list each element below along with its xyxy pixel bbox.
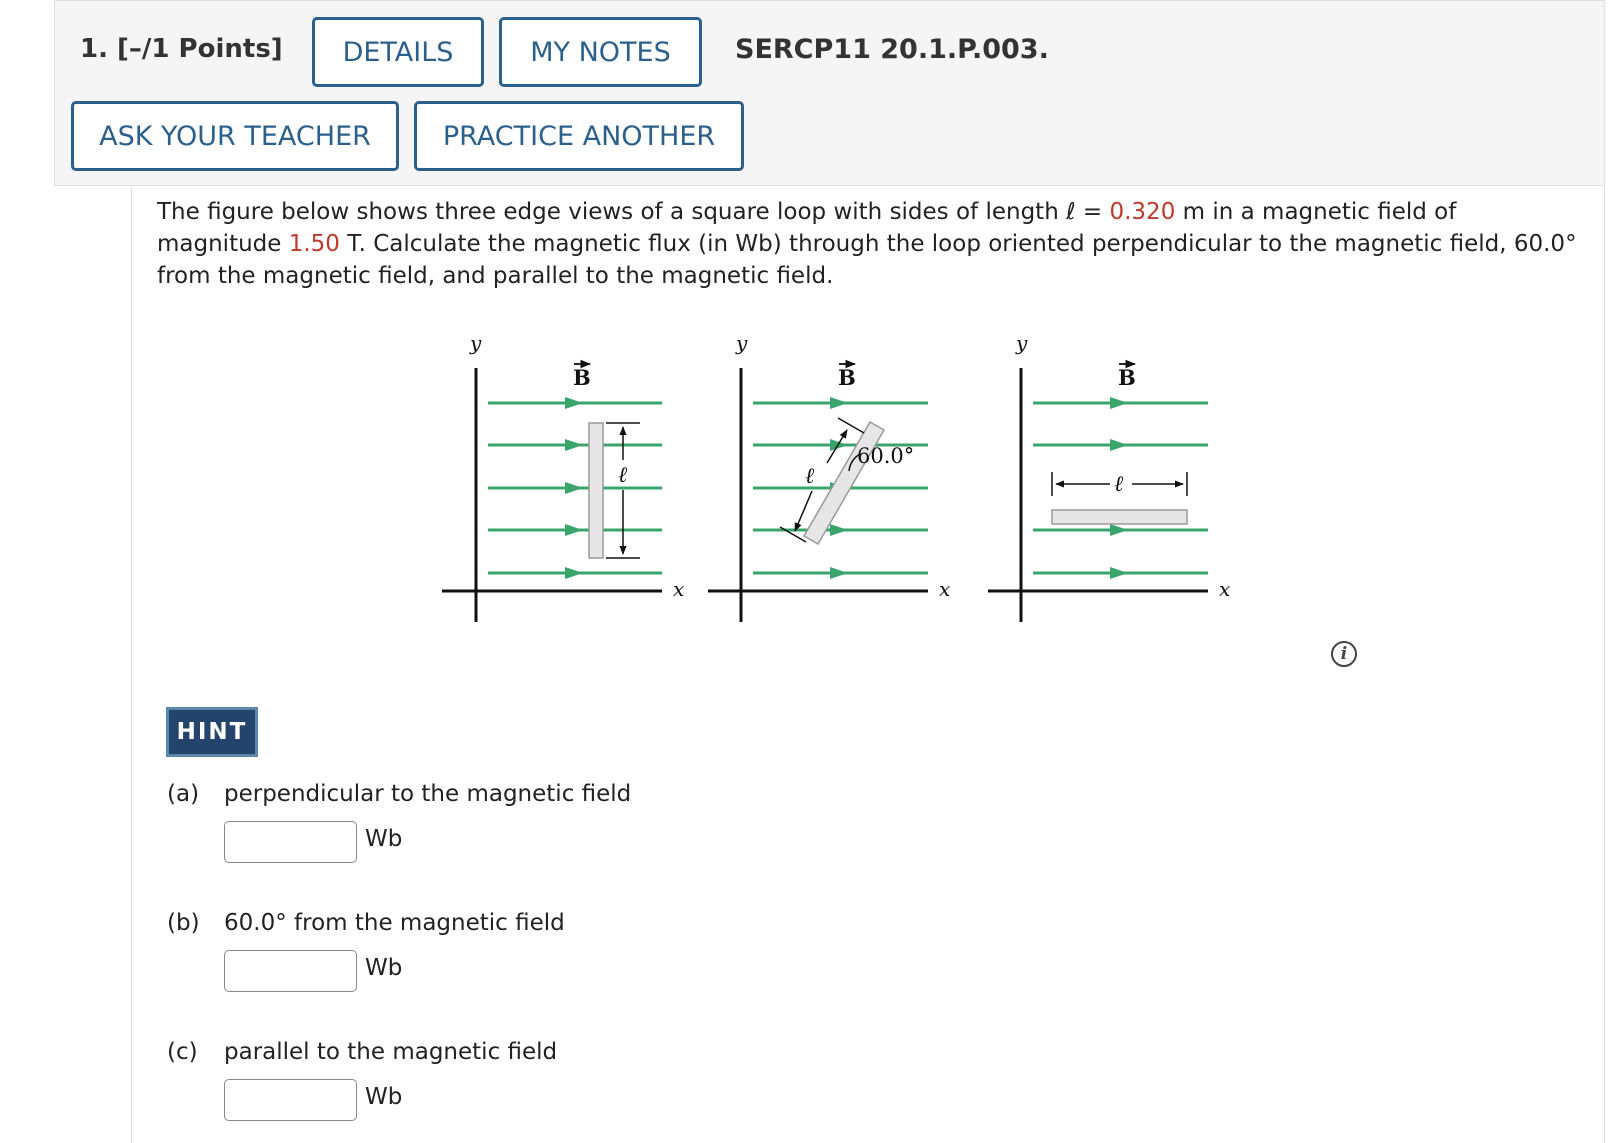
length-label: ℓ bbox=[805, 464, 815, 489]
part-b-label bbox=[167, 910, 565, 936]
question-id: SERCP11 20.1.P.003. bbox=[735, 34, 1049, 65]
question-text-part: The figure below shows three edge views of a square loop with sides of length ℓ = bbox=[157, 199, 1110, 225]
part-a-label bbox=[167, 781, 631, 807]
length-value: 0.320 bbox=[1109, 199, 1176, 225]
part-a-answer-input[interactable] bbox=[224, 821, 357, 863]
angle-label: 60.0° bbox=[857, 444, 915, 468]
ask-your-teacher-button[interactable]: ASK YOUR TEACHER bbox=[71, 101, 399, 171]
info-icon[interactable]: i bbox=[1331, 641, 1357, 667]
length-label: ℓ bbox=[618, 463, 628, 488]
loop-edge-view-tilted bbox=[804, 422, 884, 544]
part-text: perpendicular to the magnetic field bbox=[224, 781, 632, 807]
part-c-answer-input[interactable] bbox=[224, 1079, 357, 1121]
field-value: 1.50 bbox=[288, 231, 340, 257]
magnetic-loop-figure bbox=[430, 330, 1270, 635]
part-letter: (c) bbox=[167, 1039, 198, 1065]
b-field-label: B bbox=[838, 365, 856, 390]
x-axis-label: x bbox=[673, 577, 685, 601]
panel-perpendicular bbox=[442, 331, 684, 622]
part-b-answer-input[interactable] bbox=[224, 950, 357, 992]
panel-sixty-degrees bbox=[708, 331, 950, 622]
y-axis-label: y bbox=[1016, 331, 1028, 355]
panel-parallel bbox=[988, 331, 1230, 622]
part-letter: (b) bbox=[167, 910, 200, 936]
my-notes-button[interactable]: MY NOTES bbox=[499, 17, 702, 87]
y-axis-label: y bbox=[736, 331, 748, 355]
b-field-label: B bbox=[1118, 365, 1136, 390]
hint-button[interactable]: HINT bbox=[166, 707, 258, 757]
length-label: ℓ bbox=[1114, 472, 1124, 497]
part-c-label bbox=[167, 1039, 557, 1065]
points-badge: [–/1 Points] bbox=[117, 34, 283, 64]
part-text: 60.0° from the magnetic field bbox=[224, 910, 565, 936]
loop-edge-view-flat bbox=[1052, 510, 1187, 524]
part-c-unit: Wb bbox=[365, 1084, 403, 1110]
b-field-label: B bbox=[573, 365, 591, 390]
question-points bbox=[80, 34, 283, 64]
part-b-unit: Wb bbox=[365, 955, 403, 981]
question-text-part: m in a magnetic field of magnitude bbox=[157, 199, 1457, 257]
x-axis-label: x bbox=[939, 577, 951, 601]
question-text bbox=[157, 196, 1587, 292]
part-letter: (a) bbox=[167, 781, 200, 807]
loop-edge-view bbox=[589, 423, 603, 558]
practice-another-button[interactable]: PRACTICE ANOTHER bbox=[414, 101, 744, 171]
x-axis-label: x bbox=[1219, 577, 1231, 601]
details-button[interactable]: DETAILS bbox=[312, 17, 484, 87]
question-text-part: T. Calculate the magnetic flux (in Wb) through the loop oriented perpendicular to the magnetic field, 60.0° from the magnetic field, and parallel to the magnetic field. bbox=[157, 231, 1577, 289]
y-axis-label: y bbox=[470, 331, 482, 355]
question-number: 1. bbox=[80, 34, 108, 64]
part-text: parallel to the magnetic field bbox=[224, 1039, 558, 1065]
part-a-unit: Wb bbox=[365, 826, 403, 852]
